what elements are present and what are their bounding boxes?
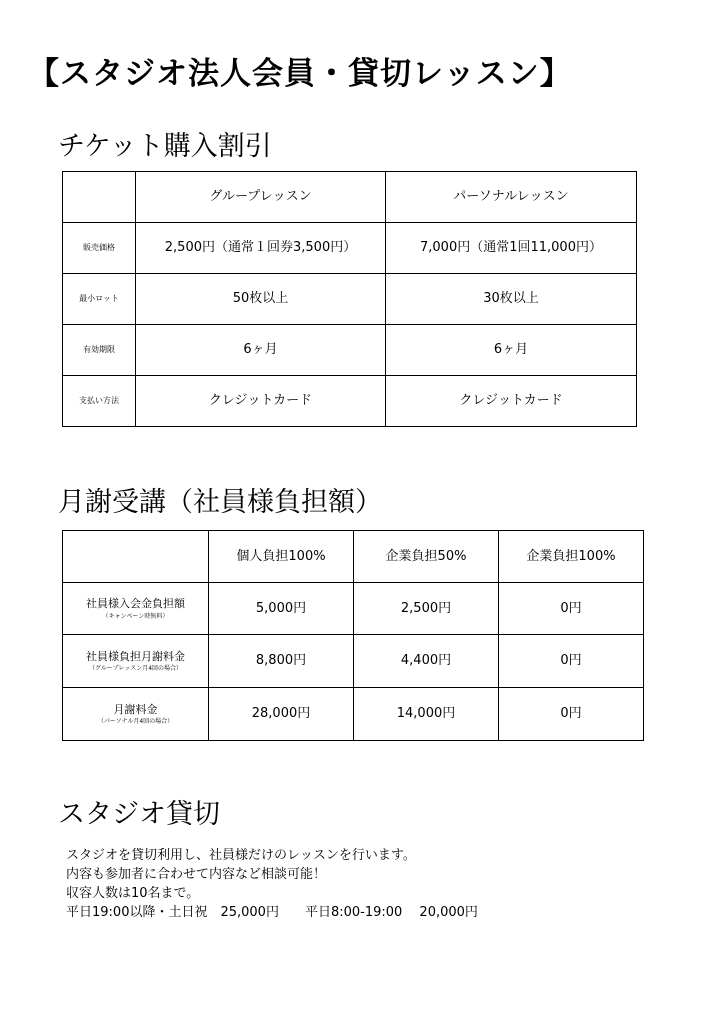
column-header-individual: 個人負担100% [209, 531, 354, 583]
rental-description [66, 846, 478, 922]
table-cell: 14,000円 [354, 688, 499, 741]
table-cell: 7,000円（通常1回11,000円） [386, 223, 637, 274]
row-label-main: 月謝料金 [113, 702, 158, 716]
ticket-discount-table [62, 171, 637, 427]
description-line: 内容も参加者に合わせて内容など相談可能！ [66, 867, 327, 882]
table-header-row [63, 531, 644, 583]
column-header-personal: パーソナルレッスン [386, 172, 637, 223]
table-row [63, 376, 637, 427]
rental-section-heading: スタジオ貸切 [58, 799, 220, 830]
row-label: 有効期限 [63, 325, 136, 376]
table-cell: クレジットカード [136, 376, 386, 427]
row-label [63, 635, 209, 688]
page-title: 【スタジオ法人会員・貸切レッスン】 [28, 56, 572, 92]
table-header-row [63, 172, 637, 223]
pricing-line: 平日19:00以降・土日祝 25,000円 平日8:00-19:00 20,000円 [66, 905, 478, 920]
row-label-note: （グループレッスン月4回の場合） [88, 665, 183, 672]
table-row [63, 583, 644, 635]
row-label-main: 社員様入会金負担額 [86, 597, 185, 611]
description-line: スタジオを貸切利用し、社員様だけのレッスンを行います。 [66, 848, 416, 863]
column-header-company-50: 企業負担50% [354, 531, 499, 583]
table-cell: 5,000円 [209, 583, 354, 635]
column-header-company-100: 企業負担100% [499, 531, 644, 583]
monthly-fee-table [62, 530, 644, 741]
row-label [63, 688, 209, 741]
row-label: 支払い方法 [63, 376, 136, 427]
table-cell: 6ヶ月 [386, 325, 637, 376]
monthly-section-heading: 月謝受講（社員様負担額） [58, 487, 382, 518]
column-header-group: グループレッスン [136, 172, 386, 223]
table-cell: 2,500円（通常１回券3,500円） [136, 223, 386, 274]
row-label-note: （パーソナル月4回の場合） [97, 718, 174, 725]
table-cell: 28,000円 [209, 688, 354, 741]
table-row [63, 688, 644, 741]
row-label [63, 583, 209, 635]
description-line: 収容人数は10名まで。 [66, 886, 200, 901]
table-corner-cell [63, 172, 136, 223]
row-label: 最小ロット [63, 274, 136, 325]
table-cell: 0円 [499, 635, 644, 688]
table-cell: クレジットカード [386, 376, 637, 427]
row-label-main: 社員様負担月謝料金 [86, 649, 185, 663]
table-cell: 0円 [499, 688, 644, 741]
table-cell: 6ヶ月 [136, 325, 386, 376]
table-row [63, 325, 637, 376]
table-cell: 4,400円 [354, 635, 499, 688]
table-cell: 2,500円 [354, 583, 499, 635]
ticket-section-heading: チケット購入割引 [58, 131, 272, 162]
table-cell: 30枚以上 [386, 274, 637, 325]
row-label-note: （キャンペーン時無料） [102, 612, 169, 620]
table-cell: 8,800円 [209, 635, 354, 688]
table-cell: 50枚以上 [136, 274, 386, 325]
table-row [63, 635, 644, 688]
row-label: 販売価格 [63, 223, 136, 274]
table-row [63, 223, 637, 274]
table-row [63, 274, 637, 325]
table-corner-cell [63, 531, 209, 583]
table-cell: 0円 [499, 583, 644, 635]
